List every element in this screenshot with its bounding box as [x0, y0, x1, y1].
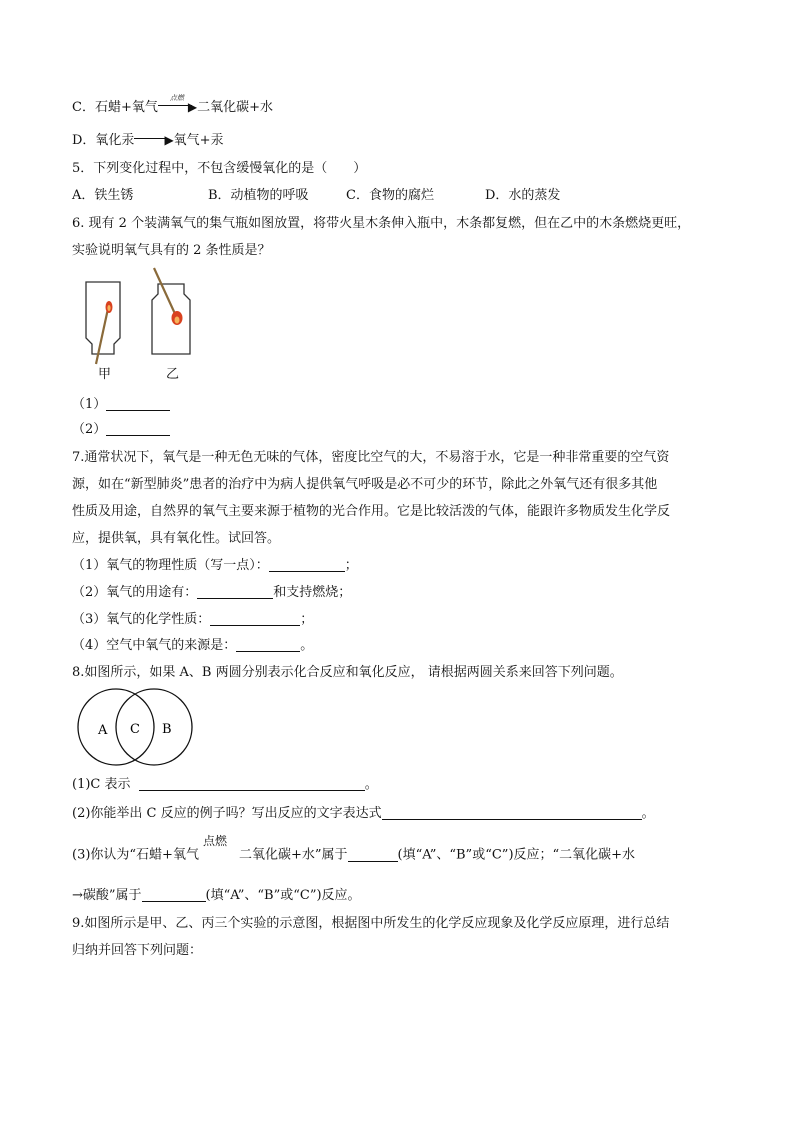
punctuation: 。 — [641, 806, 655, 821]
label-jia: 甲 — [98, 367, 112, 382]
q8-sub-3-fill-hint: (填“A”、“B”或“C”)反应；“二氧化碳+水 — [397, 847, 636, 863]
q7-sub-2-label: （2）氧气的用途有： — [72, 585, 198, 600]
q7-paragraph-line3: 性质及用途，自然界的氧气主要来源于植物的光合作用。它是比较活泼的气体，能跟许多物质发生化学反 — [72, 504, 671, 519]
bottle-jia — [86, 282, 120, 364]
q9-stem-line2: 归纳并回答下列问题： — [72, 943, 203, 958]
q7-sub-4 — [72, 637, 313, 655]
q7-sub-1-label: （1）氧气的物理性质（写一点）： — [72, 558, 269, 573]
q6-answer-2-label: （2） — [72, 422, 107, 437]
answer-blank[interactable] — [269, 557, 345, 572]
q8-sub-1-label: (1)C 表示 — [72, 777, 131, 792]
q6-answer-1 — [72, 396, 170, 414]
q7-sub-2 — [72, 584, 351, 602]
q8-sub-3-line2-label: →碳酸”属于 — [72, 888, 142, 903]
answer-blank[interactable] — [139, 776, 365, 791]
q6-answer-2 — [72, 421, 170, 439]
q8-sub-3-line2 — [72, 887, 361, 905]
q8-sub-3-mid: 二氧化碳+水”属于 — [238, 847, 348, 863]
punctuation: ； — [300, 612, 314, 627]
q5-stem: 5．下列变化过程中，不包含缓慢氧化的是（ ） — [72, 161, 367, 176]
q7-paragraph-line1: 7.通常状况下，氧气是一种无色无味的气体，密度比空气的大，不易溶于水，它是一种非常重要的空气资 — [72, 450, 670, 465]
q4-option-c — [72, 94, 273, 117]
q8-sub-1 — [72, 776, 378, 794]
q5-option-d: D．水的蒸发 — [485, 188, 561, 203]
reaction-arrow: ▶ — [134, 131, 173, 150]
q7-paragraph-line4: 应，提供氧，具有氧化性。试回答。 — [72, 531, 281, 546]
punctuation: 。 — [364, 777, 378, 792]
q4-option-d-reactants: D．氧化汞 — [72, 132, 135, 148]
venn-diagram — [70, 686, 200, 768]
q9-stem-line1: 9.如图所示是甲、乙、丙三个实验的示意图，根据图中所发生的化学反应现象及化学反应原理，进行总结 — [72, 916, 670, 931]
q5-option-c: C．食物的腐烂 — [346, 188, 434, 203]
reaction-condition: 点燃 — [169, 94, 184, 102]
q7-paragraph-line2: 源，如在“新型肺炎”患者的治疗中为病人提供氧气呼吸是必不可少的环节，除此之外氧气还有很多其他 — [72, 477, 658, 492]
q8-sub-3 — [72, 834, 636, 865]
reaction-arrow: 点燃 ▶ — [158, 98, 197, 117]
q6-stem-line1: 6. 现有 2 个装满氧气的集气瓶如图放置，将带火星木条伸入瓶中，木条都复燃，但在乙中的木条燃烧更旺， — [72, 216, 691, 231]
answer-blank[interactable] — [106, 396, 170, 411]
label-yi: 乙 — [166, 367, 180, 382]
bottle-yi — [152, 268, 190, 354]
q7-sub-2-tail: 和支持燃烧； — [273, 585, 352, 600]
circle-a-label: A — [98, 723, 108, 738]
answer-blank[interactable] — [348, 847, 398, 862]
circle-c-label: C — [130, 722, 140, 737]
q7-sub-1 — [72, 557, 358, 575]
q8-stem: 8.如图所示，如果 A、B 两圆分别表示化合反应和氧化反应， 请根据两圆关系来回答下列问题。 — [72, 665, 623, 680]
answer-blank[interactable] — [236, 637, 300, 652]
q8-sub-3-label: (3)你认为“石蜡+氧气 — [72, 847, 199, 863]
circle-b-label: B — [162, 722, 172, 737]
punctuation: 。 — [300, 638, 314, 653]
q7-sub-4-label: （4）空气中氧气的来源是： — [72, 638, 237, 653]
q8-sub-2 — [72, 805, 655, 823]
q4-option-c-products: 二氧化碳+水 — [197, 99, 273, 115]
answer-blank[interactable] — [210, 611, 300, 626]
q4-option-d-products: 氧气+汞 — [173, 132, 224, 148]
q7-sub-3 — [72, 611, 313, 629]
answer-blank[interactable] — [142, 887, 206, 902]
q5-option-a: A．铁生锈 — [72, 188, 134, 203]
gas-bottle-figure — [74, 266, 214, 386]
q5-option-b: B．动植物的呼吸 — [208, 188, 309, 203]
answer-blank[interactable] — [197, 584, 273, 599]
q6-stem-line2: 实验说明氧气具有的 2 条性质是？ — [72, 243, 271, 258]
q4-option-d — [72, 131, 224, 150]
q8-sub-2-label: (2)你能举出 C 反应的例子吗？写出反应的文字表达式 — [72, 806, 382, 821]
q8-sub-3-line2-hint: (填“A”、“B”或“C”)反应。 — [205, 888, 361, 903]
punctuation: ； — [344, 558, 358, 573]
q6-answer-1-label: （1） — [72, 397, 107, 412]
reaction-condition: 点燃 — [202, 834, 227, 848]
reaction-arrow — [199, 834, 239, 864]
q7-sub-3-label: （3）氧气的化学性质： — [72, 612, 211, 627]
q4-option-c-reactants: C．石蜡+氧气 — [72, 99, 158, 115]
answer-blank[interactable] — [106, 421, 170, 436]
answer-blank[interactable] — [382, 805, 642, 820]
